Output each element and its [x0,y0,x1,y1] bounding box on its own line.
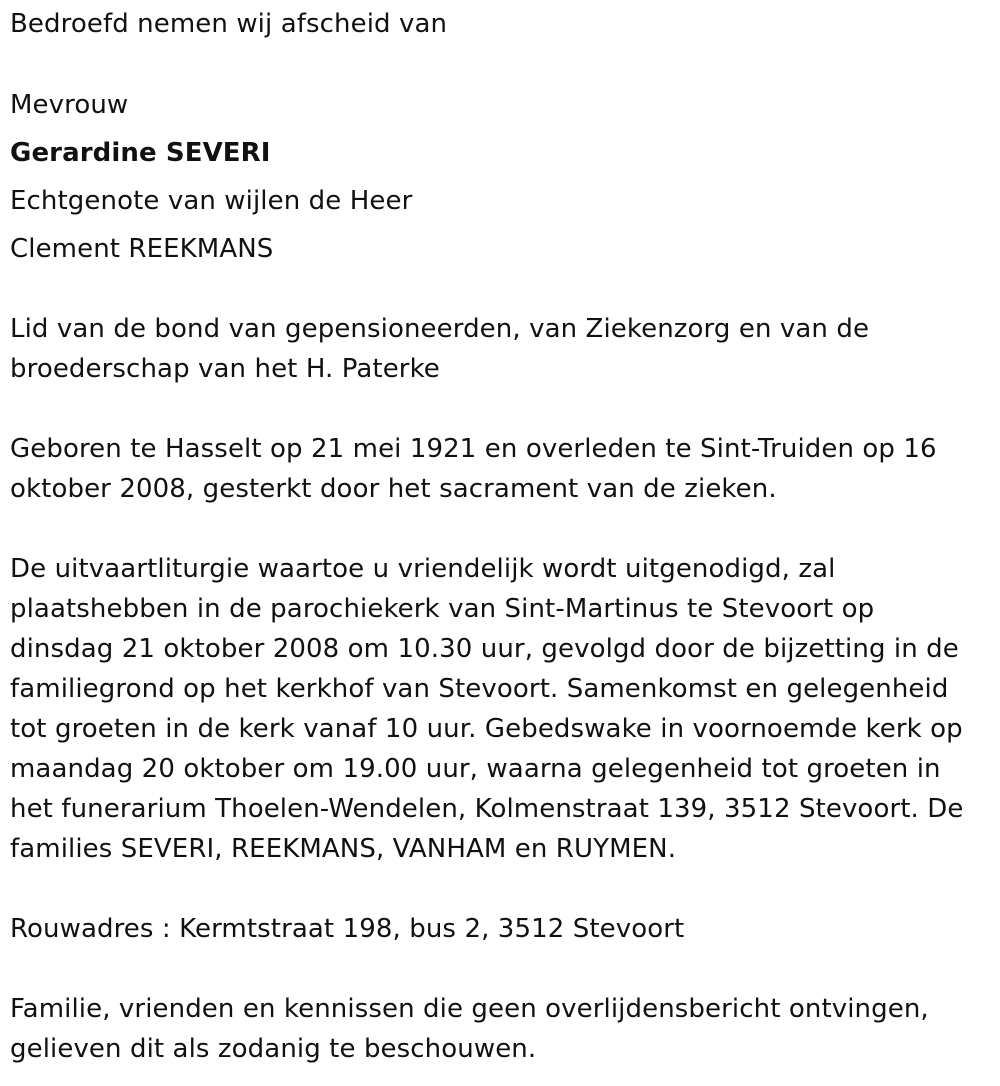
paragraph-line: oktober 2008, gesterkt door het sacrament van de zieken. [10,474,777,504]
birth-death-paragraph [10,429,937,509]
paragraph-line: gelieven dit als zodanig te beschouwen. [10,1034,537,1064]
paragraph-line: Geboren te Hasselt op 21 mei 1921 en overleden te Sint-Truiden op 16 [10,434,937,464]
paragraph-line: familiegrond op het kerkhof van Stevoort. Samenkomst en gelegenheid [10,674,949,704]
paragraph-line: families SEVERI, REEKMANS, VANHAM en RUYMEN. [10,834,677,864]
intro-text: Bedroefd nemen wij afscheid van [10,9,448,39]
closing-paragraph [10,989,929,1069]
paragraph-line: tot groeten in de kerk vanaf 10 uur. Gebedswake in voornoemde kerk op [10,714,963,744]
funeral-paragraph [10,549,963,869]
paragraph-line: Familie, vrienden en kennissen die geen overlijdensbericht ontvingen, [10,994,929,1024]
paragraph-line: dinsdag 21 oktober 2008 om 10.30 uur, gevolgd door de bijzetting in de [10,634,959,664]
paragraph-line: plaatshebben in de parochiekerk van Sint-Martinus te Stevoort op [10,594,875,624]
deceased-name: Gerardine SEVERI [10,138,271,168]
salutation: Mevrouw [10,90,129,120]
mourning-address: Rouwadres : Kermtstraat 198, bus 2, 3512 Stevoort [10,914,685,944]
paragraph-line: De uitvaartliturgie waartoe u vriendelijk wordt uitgenodigd, zal [10,554,836,584]
paragraph-line: het funerarium Thoelen-Wendelen, Kolmenstraat 139, 3512 Stevoort. De [10,794,964,824]
paragraph-line: Lid van de bond van gepensioneerden, van Ziekenzorg en van de [10,314,870,344]
spouse-line-1: Echtgenote van wijlen de Heer [10,186,413,216]
paragraph-line: broederschap van het H. Paterke [10,354,440,384]
membership-paragraph [10,309,869,389]
paragraph-line: maandag 20 oktober om 19.00 uur, waarna gelegenheid tot groeten in [10,754,941,784]
spouse-line-2: Clement REEKMANS [10,234,274,264]
